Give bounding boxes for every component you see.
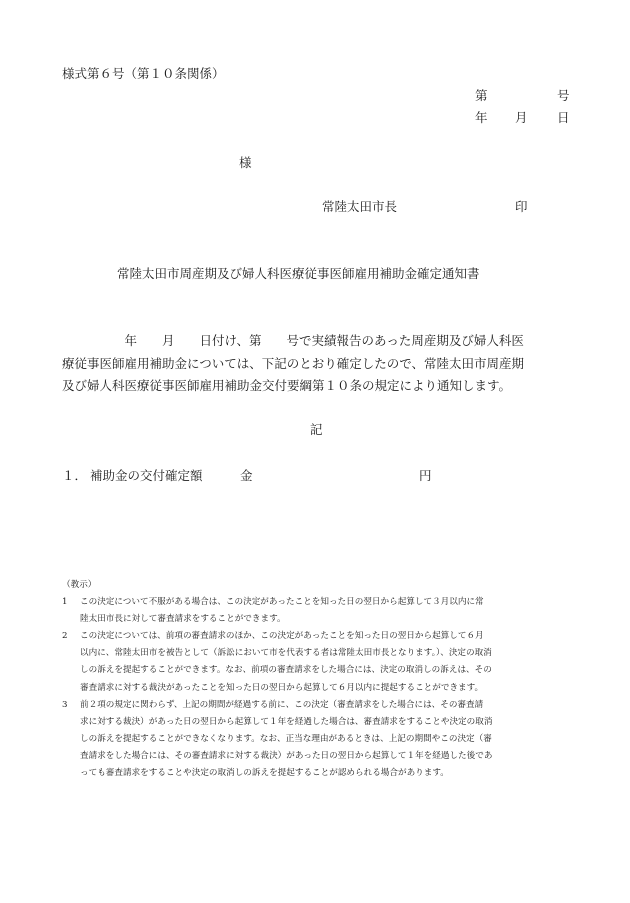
document-title: 常陸太田市周産期及び婦人科医療従事医師雇用補助金確定通知書 (117, 266, 480, 281)
ki-heading: 記 (310, 422, 323, 437)
amount-kin: 金 (240, 468, 253, 483)
appeal-note-line: 以内に、常陸太田市を被告として（訴訟において市を代表する者は常陸太田市長となります。）、決定の取消 (80, 648, 492, 659)
notice-body (62, 330, 582, 398)
date-year: 年 (475, 110, 488, 125)
item-number: １． (62, 468, 88, 483)
sender-seal: 印 (515, 199, 528, 214)
form-number: 様式第６号（第１０条関係） (62, 66, 225, 81)
appeal-note (62, 594, 582, 628)
document-number-dai: 第 (475, 88, 488, 103)
document-number-go: 号 (557, 88, 570, 103)
appeal-note (62, 628, 582, 696)
appeal-note-line: しの訴えを提起することができなくなります。なお、正当な理由があるときは、上記の期間やこの決定（審 (80, 733, 492, 744)
appeal-note-line: この決定について不服がある場合は、この決定があったことを知った日の翌日から起算して３月以内に常 (80, 597, 484, 608)
appeal-note-line: 求に対する裁決）があった日の翌日から起算して１年を経過した場合は、審査請求をすることや決定の取消 (80, 716, 493, 727)
appeal-note-line: 査請求をした場合には、その審査請求に対する裁決）があった日の翌日から起算して１年を経過した後であ (80, 750, 493, 761)
item-label: 補助金の交付確定額 (90, 468, 203, 483)
appeal-note-number: 3 (62, 699, 68, 710)
sender-name: 常陸太田市長 (322, 199, 398, 214)
appeal-note-line: 前２項の規定に関わらず、上記の期間が経過する前に、この決定（審査請求をした場合には、その審査請 (80, 699, 484, 710)
amount-en: 円 (419, 468, 432, 483)
appeal-notice (62, 577, 582, 782)
date-month: 月 (515, 110, 528, 125)
addressee-honorific: 様 (239, 155, 252, 170)
appeal-notice-heading: （教示） (62, 580, 97, 590)
appeal-note-line: しの訴えを提起することができます。なお、前項の審査請求をした場合には、決定の取消しの訴えは、その (80, 665, 492, 676)
appeal-note-line: 陸太田市長に対して審査請求をすることができます。 (80, 614, 286, 625)
appeal-note-line: 審査請求に対する裁決があったことを知った日の翌日から起算して６月以内に提起することができます。 (80, 682, 484, 693)
notice-body-line: 年 月 日付け、第 号で実績報告のあった周産期及び婦人科医 (62, 333, 524, 348)
appeal-note-number: 2 (62, 631, 68, 642)
appeal-note-number: 1 (62, 597, 68, 608)
notice-body-line: 及び婦人科医療従事医師雇用補助金交付要綱第１０条の規定により通知します。 (62, 378, 512, 393)
appeal-note-line: っても審査請求をすることや決定の取消しの訴えを提起することが認められる場合があります。 (80, 768, 449, 779)
notice-body-line: 療従事医師雇用補助金については、下記のとおり確定したので、常陸太田市周産期 (62, 355, 525, 371)
appeal-note (62, 697, 582, 782)
appeal-note-line: この決定については、前項の審査請求のほか、この決定があったことを知った日の翌日から起算して６月 (80, 631, 484, 642)
date-day: 日 (557, 110, 570, 125)
